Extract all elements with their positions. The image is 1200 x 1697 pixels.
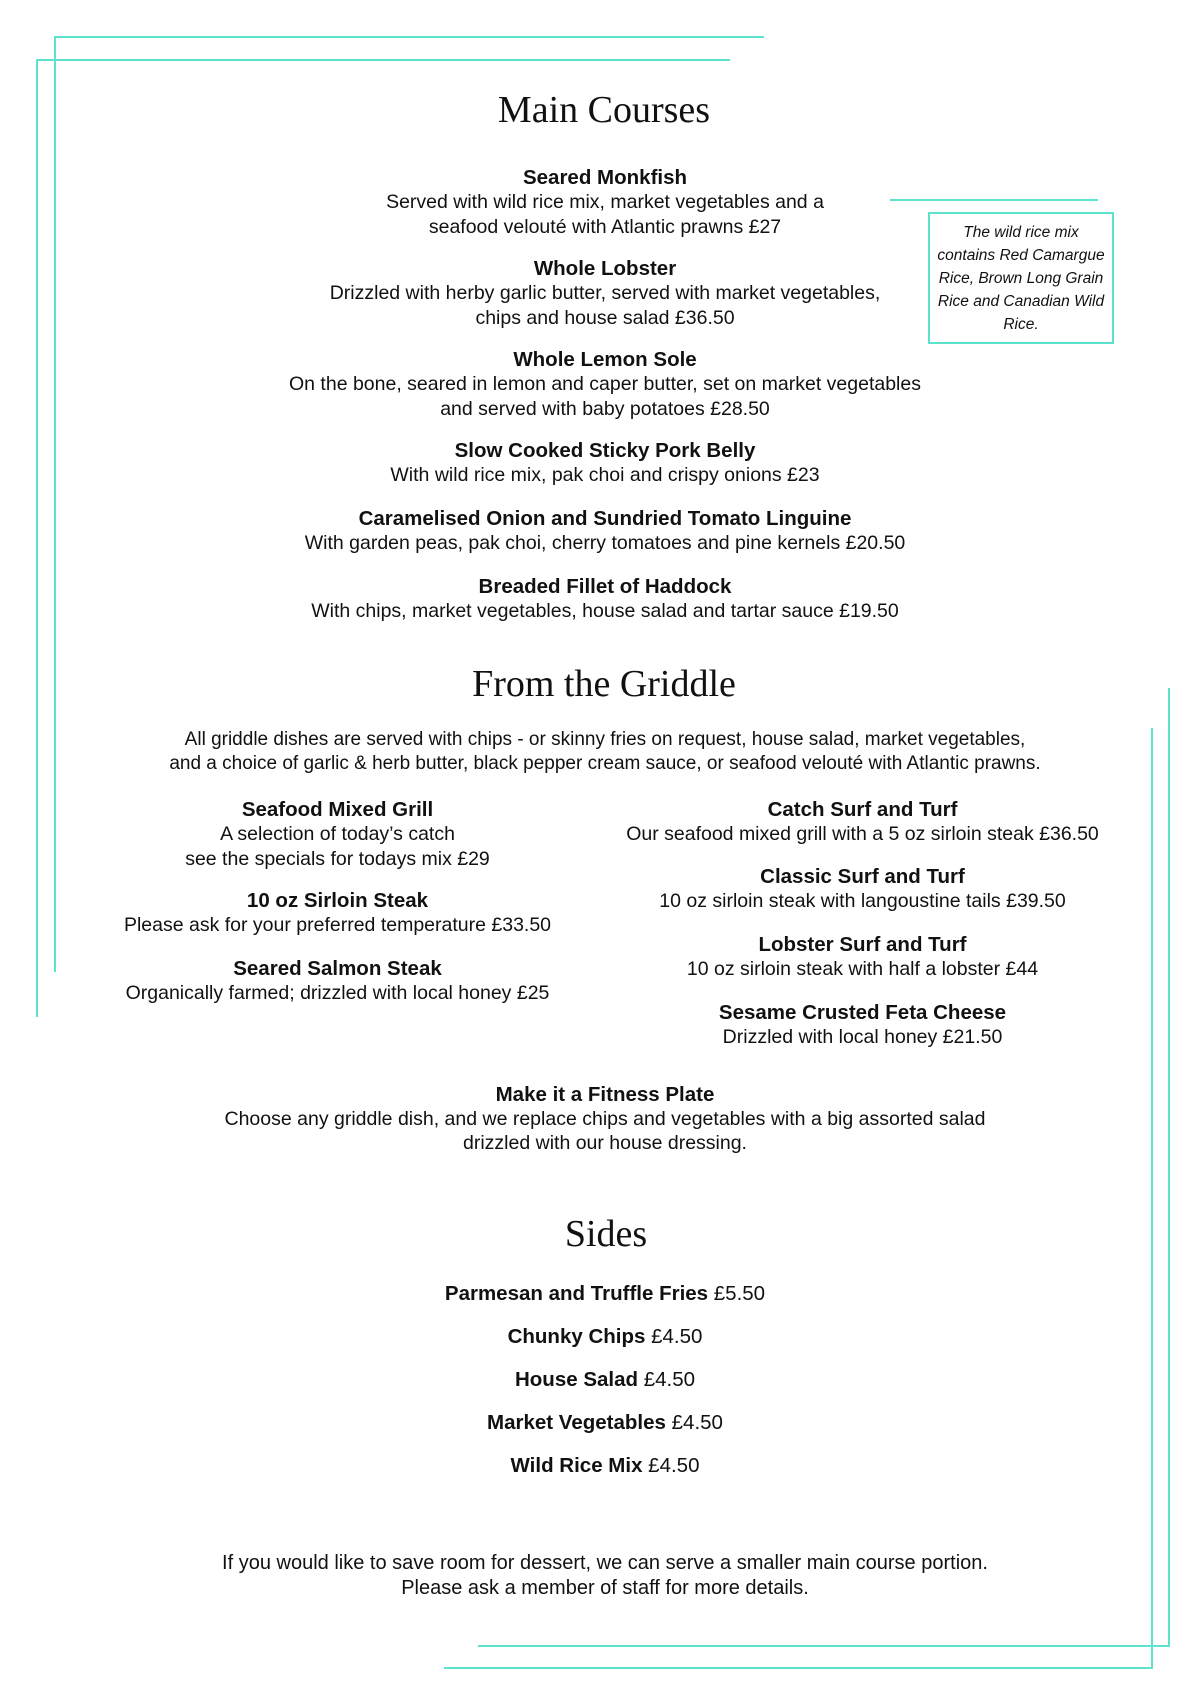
menu-item	[200, 438, 1010, 488]
side-name: Wild Rice Mix	[510, 1454, 643, 1477]
section-title-griddle: From the Griddle	[472, 663, 736, 705]
menu-item	[590, 797, 1135, 847]
item-desc: Please ask for your preferred temperature £33.50	[123, 914, 552, 936]
item-name: Classic Surf and Turf	[760, 865, 965, 888]
side-price: £4.50	[671, 1411, 723, 1434]
item-desc: 10 oz sirloin steak with half a lobster £44	[686, 958, 1039, 980]
frame-line-top-1	[54, 36, 764, 38]
note-text: The wild rice mix contains Red Camargue Rice, Brown Long Grain Rice and Canadian Wild Rice.	[937, 223, 1105, 333]
item-desc: With garden peas, pak choi, cherry tomatoes and pine kernels £20.50	[304, 532, 906, 554]
item-name: Whole Lemon Sole	[513, 348, 697, 371]
side-name: Market Vegetables	[487, 1411, 666, 1434]
frame-line-right-1	[1168, 688, 1170, 1646]
item-desc: Drizzled with local honey £21.50	[722, 1026, 1003, 1048]
menu-item	[70, 797, 605, 872]
intro-text: All griddle dishes are served with chips - or skinny fries on request, house salad, market vegetables, and a choice of garlic & herb butter, black pepper cream sauce, or seafood velouté with Atlantic prawns.	[169, 729, 1041, 774]
side-item	[0, 1325, 1200, 1349]
menu-item	[230, 256, 980, 331]
menu-item	[70, 956, 605, 1006]
side-item	[0, 1454, 1200, 1478]
menu-item	[590, 864, 1135, 914]
item-name: Lobster Surf and Turf	[758, 933, 967, 956]
side-name: Parmesan and Truffle Fries	[444, 1282, 709, 1305]
menu-item	[590, 1000, 1135, 1050]
menu-item	[70, 888, 605, 938]
fitness-name: Make it a Fitness Plate	[495, 1083, 715, 1106]
fitness-plate	[150, 1083, 1060, 1155]
item-name: Seafood Mixed Grill	[241, 798, 434, 821]
item-desc: With chips, market vegetables, house salad and tartar sauce £19.50	[311, 600, 899, 622]
side-item	[0, 1282, 1200, 1306]
item-name: Slow Cooked Sticky Pork Belly	[454, 439, 756, 462]
menu-item	[590, 932, 1135, 982]
item-desc: A selection of today’s catch see the specials for todays mix £29	[185, 823, 490, 870]
side-price: £4.50	[648, 1454, 700, 1477]
section-title-main-courses: Main Courses	[497, 89, 711, 131]
menu-item	[200, 506, 1010, 556]
fitness-desc: Choose any griddle dish, and we replace chips and vegetables with a big assorted salad drizzled with our house dressing.	[224, 1108, 986, 1154]
section-title-sides: Sides	[564, 1213, 648, 1255]
menu-item	[200, 347, 1010, 422]
item-name: Whole Lobster	[533, 257, 677, 280]
item-name: Sesame Crusted Feta Cheese	[718, 1001, 1007, 1024]
item-desc: Organically farmed; drizzled with local honey £25	[125, 982, 550, 1004]
frame-line-right-2	[1151, 728, 1153, 1669]
item-name: Caramelised Onion and Sundried Tomato Linguine	[358, 507, 852, 530]
item-desc: Our seafood mixed grill with a 5 oz sirloin steak £36.50	[626, 823, 1099, 845]
side-item	[0, 1368, 1200, 1392]
frame-line-left-2	[36, 59, 38, 1017]
footer-note: If you would like to save room for dessert, we can serve a smaller main course portion. Please ask a member of staff for more details.	[222, 1552, 988, 1599]
side-price: £5.50	[713, 1282, 766, 1305]
side-item	[0, 1411, 1200, 1435]
wild-rice-note	[928, 212, 1114, 344]
item-name: Catch Surf and Turf	[767, 798, 958, 821]
frame-line-left-1	[54, 36, 56, 972]
item-desc: On the bone, seared in lemon and caper butter, set on market vegetables and served with baby potatoes £28.50	[289, 373, 921, 420]
item-name: 10 oz Sirloin Steak	[246, 889, 429, 912]
frame-line-top-2	[36, 59, 730, 61]
item-desc: 10 oz sirloin steak with langoustine tails £39.50	[659, 890, 1066, 912]
menu-item	[230, 165, 980, 240]
item-name: Seared Salmon Steak	[233, 957, 442, 980]
side-price: £4.50	[643, 1368, 696, 1391]
frame-line-bottom-1	[478, 1645, 1170, 1647]
griddle-intro	[60, 728, 1150, 776]
item-name: Breaded Fillet of Haddock	[478, 575, 732, 598]
menu-item	[200, 574, 1010, 624]
item-desc: Served with wild rice mix, market vegetables and a seafood velouté with Atlantic prawns £27	[386, 191, 824, 238]
item-name: Seared Monkfish	[522, 166, 688, 189]
item-desc: Drizzled with herby garlic butter, served with market vegetables, chips and house salad £36.50	[329, 282, 881, 329]
item-desc: With wild rice mix, pak choi and crispy onions £23	[390, 464, 820, 486]
side-name: House Salad	[514, 1368, 639, 1391]
side-name: Chunky Chips	[507, 1325, 646, 1348]
side-price: £4.50	[651, 1325, 703, 1348]
frame-line-bottom-2	[444, 1667, 1153, 1669]
